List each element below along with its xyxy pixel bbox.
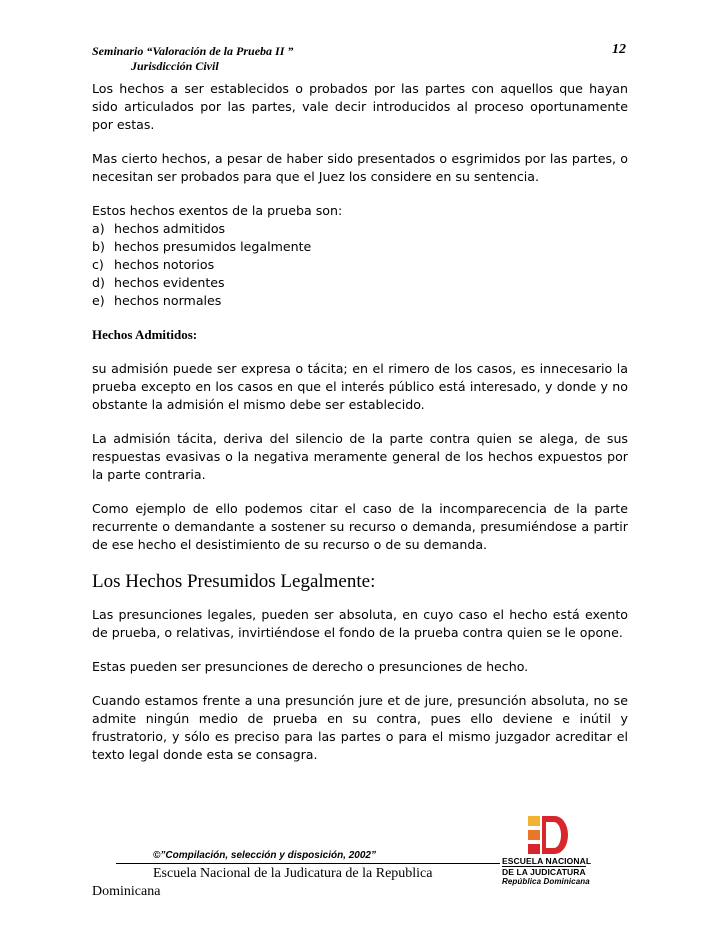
list-item: c) hechos notorios — [92, 257, 215, 272]
paragraph: La admisión tácita, deriva del silencio de la parte contra quien se alega, de sus respuestas evasivas o la negativa meramente general de los hechos expuestos por la parte contraria. — [92, 431, 628, 482]
exempt-facts-list — [92, 220, 628, 310]
logo-line-2: DE LA JUDICATURA — [502, 867, 586, 877]
header-subtitle: Jurisdicción Civil — [131, 59, 219, 73]
paragraph: Como ejemplo de ello podemos citar el caso de la incomparecencia de la parte recurrente o demandante a sostener su recurso o demanda, presumiéndose a partir de ese hecho el desistimiento de su recurso o de su demanda. — [92, 501, 628, 552]
logo-line-1: ESCUELA NACIONAL — [502, 856, 592, 866]
paragraph: Las presunciones legales, pueden ser absoluta, en cuyo caso el hecho está exento de prueba, o relativas, invirtiéndose el fondo de la prueba contra quien se le opone. — [92, 607, 628, 640]
paragraph: Los hechos a ser establecidos o probados por las partes con aquellos que hayan sido articulados por las partes, vale decir introducidos al proceso oportunamente por estas. — [92, 81, 628, 132]
footer-school: Escuela Nacional de la Judicatura de la Republica — [153, 866, 433, 881]
header-title: Seminario “Valoración de la Prueba II ” — [92, 44, 294, 58]
section-heading-presumidos: Los Hechos Presumidos Legalmente: — [92, 571, 376, 592]
document-body — [92, 80, 628, 780]
list-intro: Estos hechos exentos de la prueba son: — [92, 203, 343, 218]
paragraph: su admisión puede ser expresa o tácita; en el rimero de los casos, es innecesario la prueba excepto en los casos en que el interés público está interesado, y donde y no obstante la admisión el mismo debe ser establecido. — [92, 361, 628, 412]
running-header — [92, 44, 293, 74]
logo-line-3: República Dominicana — [502, 877, 590, 886]
list-item: a) hechos admitidos — [92, 221, 226, 236]
footer-country: Dominicana — [92, 884, 161, 899]
page-number: 12 — [612, 42, 626, 57]
paragraph: Estas pueden ser presunciones de derecho o presunciones de hecho. — [92, 659, 529, 674]
list-item: d) hechos evidentes — [92, 275, 225, 290]
paragraph: Mas cierto hechos, a pesar de haber sido presentados o esgrimidos por las partes, o necesitan ser probados para que el Juez los considere en su sentencia. — [92, 151, 628, 184]
judicatura-logo — [502, 816, 594, 887]
paragraph: Cuando estamos frente a una presunción jure et de jure, presunción absoluta, no se admite ningún medio de prueba en su contra, pues ello deviene e inútil y frustratorio, y sólo es preciso para las partes o para el mismo juzgador acreditar el texto legal donde esta se consagra. — [92, 693, 628, 762]
section-heading-admitidos: Hechos Admitidos: — [92, 327, 198, 342]
logo-mark-icon — [528, 816, 568, 854]
list-item: b) hechos presumidos legalmente — [92, 239, 312, 254]
footer-compilation: ©”Compilación, selección y disposición, 2002” — [153, 850, 376, 861]
list-item: e) hechos normales — [92, 293, 222, 308]
footer-divider — [116, 863, 500, 864]
logo-text — [502, 856, 594, 887]
